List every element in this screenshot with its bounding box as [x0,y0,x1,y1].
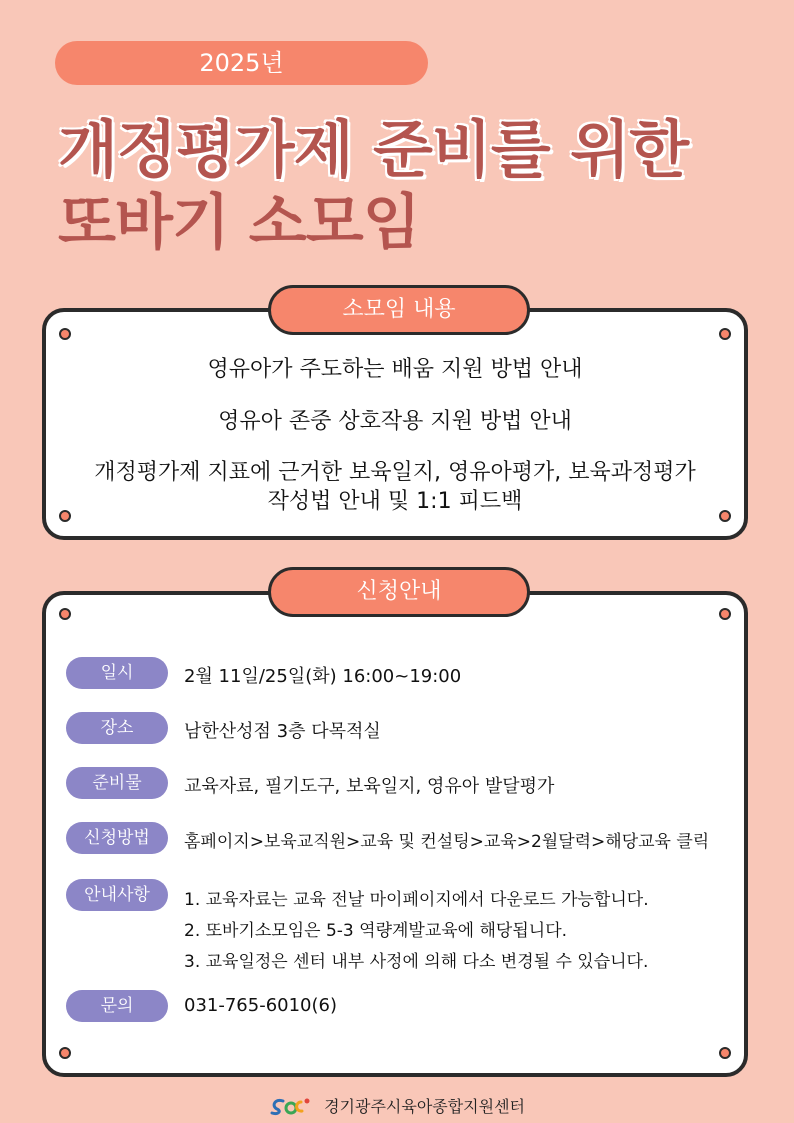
contact-value: 031-765-6010(6) [184,995,338,1016]
year-badge: 2025년 [55,41,428,85]
location-label: 장소 [66,712,168,744]
corner-dot-icon [719,608,731,620]
corner-dot-icon [719,1047,731,1059]
contact-label: 문의 [66,990,168,1022]
notice-item: 3. 교육일정은 센터 내부 사정에 의해 다소 변경될 수 있습니다. [184,952,649,972]
date-label: 일시 [66,657,168,689]
corner-dot-icon [59,1047,71,1059]
meeting-content-card [42,297,748,540]
content-line: 영유아 존중 상호작용 지원 방법 안내 [218,409,572,434]
corner-dot-icon [59,608,71,620]
content-line: 영유아가 주도하는 배움 지원 방법 안내 [207,357,583,382]
center-logo-icon [269,1096,313,1120]
apply-method-value: 홈페이지>보육교직원>교육 및 컨설팅>교육>2월달력>해당교육 클릭 [184,832,710,852]
supplies-value: 교육자료, 필기도구, 보육일지, 영유아 발달평가 [184,776,555,797]
date-value: 2월 11일/25일(화) 16:00~19:00 [184,666,462,687]
notice-item: 1. 교육자료는 교육 전날 마이페이지에서 다운로드 가능합니다. [184,890,649,910]
application-info-tab: 신청안내 [268,567,530,617]
content-line: 작성법 안내 및 1:1 피드백 [267,489,523,514]
footer [0,1094,794,1120]
apply-method-label: 신청방법 [66,822,168,854]
corner-dot-icon [59,328,71,340]
application-info-card [42,579,748,1077]
center-name: 경기광주시육아종합지원센터 [324,1097,526,1116]
notice-label: 안내사항 [66,879,168,911]
page-subtitle: 또바기 소모임 [58,188,420,258]
supplies-label: 준비물 [66,767,168,799]
content-line: 개정평가제 지표에 근거한 보육일지, 영유아평가, 보육과정평가 [94,460,696,485]
meeting-content-tab: 소모임 내용 [268,285,530,335]
page-title: 개정평가제 준비를 위한 [58,113,689,186]
notice-item: 2. 또바기소모임은 5-3 역량계발교육에 해당됩니다. [184,921,568,941]
location-value: 남한산성점 3층 다목적실 [184,721,381,742]
corner-dot-icon [719,328,731,340]
